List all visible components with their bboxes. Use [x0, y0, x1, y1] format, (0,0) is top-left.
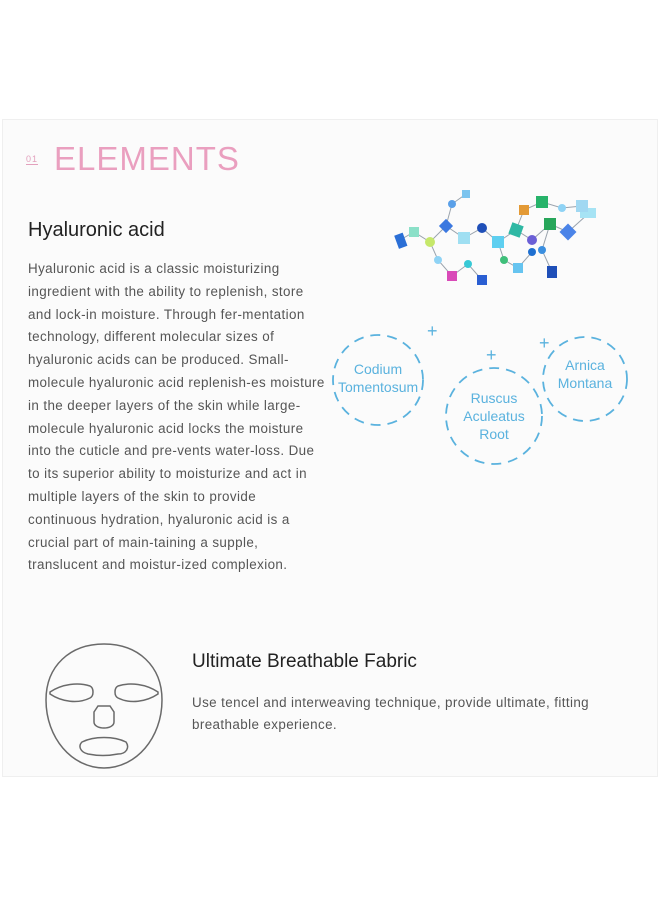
plus-sign: + [539, 333, 550, 353]
ingredient-ruscus [449, 389, 539, 443]
ingredient-arnica [545, 356, 625, 392]
hyaluronic-description: Hyaluronic acid is a classic moisturizing ingredient with the ability to replenish, store and lock-in moisture. Through fer-mentation technology, different molecular sizes of hyaluronic acids can be produced. Small-molecule hyaluronic acid replenish-es moisture in the deeper layers of the skin while large-molecule hyaluronic acid locks the moisture into the cuticle and pre-vents water-loss. Due to its superior ability to moisturize and act in multiple layers of the skin to provide continuous hydration, hyaluronic acid is a crucial part of main-taining a supple, translucent and moistur-ized complexion. [28, 261, 325, 573]
ingredient-arnica-line1: Arnica [565, 357, 605, 373]
section-number: 01 [26, 154, 39, 164]
plus-sign: + [427, 321, 438, 341]
fabric-description: Use tencel and interweaving technique, provide ultimate, fitting breathable experience. [192, 695, 590, 732]
section-title: ELEMENTS [54, 140, 240, 177]
ingredient-ruscus-line1: Ruscus [470, 390, 518, 406]
ingredient-codium [338, 360, 418, 396]
hyaluronic-title: Hyaluronic acid [28, 219, 165, 241]
ingredient-ruscus-line3: Root [479, 426, 509, 442]
ingredient-codium-line1: Codium [353, 361, 403, 377]
fabric-title: Ultimate Breathable Fabric [192, 651, 417, 672]
ingredient-codium-line2: Tomentosum [338, 379, 419, 395]
plus-sign: + [486, 345, 497, 365]
molecule-icon [392, 180, 602, 300]
ingredient-ruscus-line2: Aculeatus [463, 408, 525, 424]
ingredient-arnica-line2: Montana [557, 375, 613, 391]
face-mask-icon [38, 640, 170, 772]
